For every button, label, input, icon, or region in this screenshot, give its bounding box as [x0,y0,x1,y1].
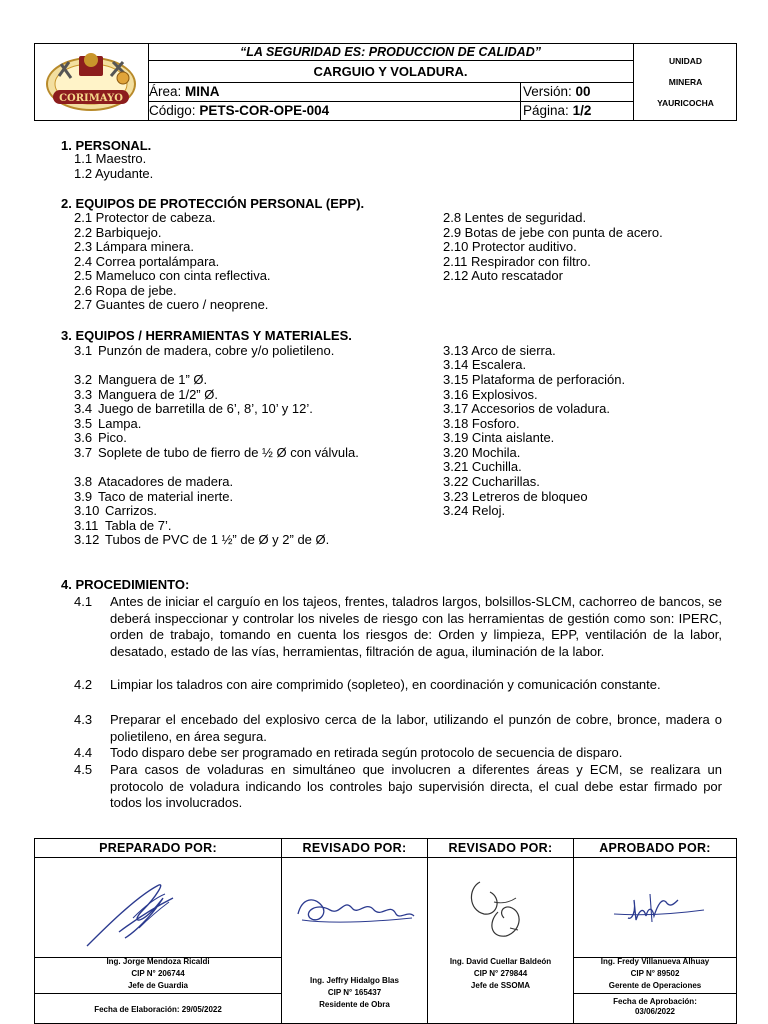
code-label: Código: [149,103,196,118]
list-item: 2.8 Lentes de seguridad. [443,210,587,225]
list-item: 3.17 Accesorios de voladura. [443,401,610,416]
document-title: CARGUIO Y VOLADURA. [148,61,633,83]
item-number: 3.9 [74,489,93,504]
signer-info [574,956,736,992]
item-text: Manguera de 1” Ø. [98,372,208,387]
list-item: 2.11 Respirador con filtro. [443,254,591,269]
prepared-by-header: PREPARADO POR: [35,839,281,858]
item-number: 3.8 [74,474,93,489]
item-number: 3.12 [74,532,100,547]
list-item: 2.1 Protector de cabeza. [74,210,216,225]
signer-info [35,956,281,992]
list-item: 3.23 Letreros de bloqueo [443,489,588,504]
item-number: 3.4 [74,401,93,416]
signer-role: Jefe de SSOMA [470,981,531,990]
item-number: 3.11 [74,518,99,533]
unit-line-3: YAURICOCHA [657,97,714,108]
step-number: 4.1 [74,594,93,609]
step-text: Para casos de voladuras en simultáneo que involucren a diferentes áreas y ECM, se realizara un protocolo de voladura indicando los controles bajo supervisión directa, el cual debe estar firmado por todos los involucrados. [110,762,722,810]
reviewed-by-column-1 [281,839,427,1023]
list-item: 2.10 Protector auditivo. [443,239,577,254]
list-item: 2.9 Botas de jebe con punta de acero. [443,225,663,240]
item-text: Pico. [98,430,127,445]
item-text: Juego de barretilla de 6’, 8’, 10’ y 12’. [98,401,313,416]
step-number: 4.4 [74,745,93,760]
list-item: 3.15 Plataforma de perforación. [443,372,626,387]
item-number: 3.5 [74,416,93,431]
item-text: Lampa. [98,416,142,431]
signer-cip: CIP N° 89502 [630,969,680,978]
procedure-step [74,594,722,660]
step-text: Preparar el encebado del explosivo cerca de la labor, utilizando el punzón de cobre, bronce, madera o polietileno, en área segura. [110,712,722,744]
list-item: 1.1 Maestro. [74,151,147,166]
list-item: 3.22 Cucharillas. [443,474,540,489]
list-item: 2.5 Mameluco con cinta reflectiva. [74,268,271,283]
item-text: Tabla de 7’. [105,518,172,533]
unit-line-2: MINERA [668,76,703,87]
item-text: Tubos de PVC de 1 ½” de Ø y 2” de Ø. [105,532,330,547]
item-number: 3.6 [74,430,93,445]
signer-role: Gerente de Operaciones [608,981,702,990]
code-value: PETS-COR-OPE-004 [199,103,330,118]
prepared-by-column [35,839,281,1023]
list-item: 3.13 Arco de sierra. [443,343,556,358]
signer-cip: CIP N° 206744 [131,969,185,978]
unit-line-1: UNIDAD [668,55,703,66]
list-item: 3.16 Explosivos. [443,387,538,402]
signature-table [34,838,737,1024]
approval-date-label: Fecha de Aprobación: [613,997,697,1006]
area-value: MINA [185,84,220,99]
signer-name: Ing. Jorge Mendoza Ricaldi [106,957,210,966]
signer-name: Ing. Fredy Villanueva Alhuay [600,957,710,966]
step-number: 4.3 [74,712,93,727]
signature-icon [574,858,737,958]
signer-name: Ing. David Cuellar Baldeón [449,957,552,966]
list-item: 3.24 Reloj. [443,503,506,518]
approved-by-header: APROBADO POR: [574,839,736,858]
section-procedure-title: 4. PROCEDIMIENTO: [61,577,190,592]
area-label: Área: [149,84,182,99]
corimayo-logo-icon [35,44,148,120]
item-text: Manguera de 1/2” Ø. [98,387,218,402]
signer-cip: CIP N° 279844 [473,969,528,978]
list-item: 2.3 Lámpara minera. [74,239,194,254]
reviewed-by-header: REVISADO POR: [428,839,573,858]
logo-text: CORIMAYO [59,93,123,104]
procedure-step [74,745,722,762]
unit-cell [633,44,737,120]
list-item: 2.2 Barbiquejo. [74,225,162,240]
step-number: 4.2 [74,677,93,692]
page-value: 1/2 [572,103,592,118]
list-item: 1.2 Ayudante. [74,166,154,181]
elaboration-date: Fecha de Elaboración: 29/05/2022 [94,1005,222,1014]
list-item: 2.12 Auto rescatador [443,268,563,283]
reviewed-by-header: REVISADO POR: [282,839,427,858]
signer-info [428,956,573,992]
code-row [148,102,633,120]
list-item: 3.19 Cinta aislante. [443,430,555,445]
procedure-step [74,677,722,694]
item-text: Taco de material inerte. [98,489,234,504]
item-number: 3.3 [74,387,93,402]
signature-icon [282,858,428,958]
procedure-step [74,762,722,812]
item-text: Carrizos. [105,503,158,518]
document-header [34,43,737,121]
motto: “LA SEGURIDAD ES: PRODUCCION DE CALIDAD” [148,44,633,61]
list-item: 3.21 Cuchilla. [443,459,522,474]
signer-info [282,975,427,1011]
section-personal-title: 1. PERSONAL. [61,138,152,153]
area-row [148,83,633,102]
approved-by-column [573,839,736,1023]
version-value: 00 [575,84,591,99]
signature-icon [35,858,281,958]
signer-name: Ing. Jeffry Hidalgo Blas [310,976,399,985]
version-label: Versión: [523,84,572,99]
approval-date-value: 03/06/2022 [634,1007,676,1016]
list-item: 2.4 Correa portalámpara. [74,254,220,269]
step-text: Todo disparo debe ser programado en retirada según protocolo de secuencia de disparo. [110,745,623,760]
item-number: 3.1 [74,343,93,358]
item-text: Soplete de tubo de fierro de ½ Ø con válvula. [98,445,359,460]
list-item: 3.14 Escalera. [443,357,527,372]
list-item: 2.6 Ropa de jebe. [74,283,177,298]
signature-icon [428,858,574,958]
signer-role: Residente de Obra [319,1000,390,1009]
company-logo [35,44,149,120]
approval-date [574,997,736,1017]
section-equipment-title: 3. EQUIPOS / HERRAMIENTAS Y MATERIALES. [61,328,352,343]
step-text: Antes de iniciar el carguío en los tajeos, frentes, taladros largos, bolsillos-SLCM, cachorreo de bancos, se deberá inspeccionar y controlar los niveles de riesgo con las herramientas de gestión como son: IPERC, orden de trabajo, tomando en cuenta los riesgos de: Orden y limpieza, EPP, ventilación de la labor, desatado, estado de las vías, herramientas, filtración de agua, iluminación de la labor. [110,594,722,659]
page-label: Página: [523,103,569,118]
signature-image [282,858,427,993]
step-number: 4.5 [74,762,93,777]
list-item: 3.18 Fosforo. [443,416,520,431]
item-number: 3.2 [74,372,93,387]
item-number: 3.7 [74,445,93,460]
item-number: 3.10 [74,503,100,518]
item-text: Punzón de madera, cobre y/o polietileno. [98,343,335,358]
step-text: Limpiar los taladros con aire comprimido (sopleteo), en coordinación y comunicación constante. [110,677,661,692]
item-text: Atacadores de madera. [98,474,234,489]
signer-cip: CIP N° 165437 [327,988,382,997]
list-item: 2.7 Guantes de cuero / neoprene. [74,297,269,312]
section-epp-title: 2. EQUIPOS DE PROTECCIÓN PERSONAL (EPP). [61,196,365,211]
reviewed-by-column-2 [427,839,573,1023]
procedure-step [74,712,722,745]
list-item: 3.20 Mochila. [443,445,521,460]
signer-role: Jefe de Guardia [127,981,189,990]
